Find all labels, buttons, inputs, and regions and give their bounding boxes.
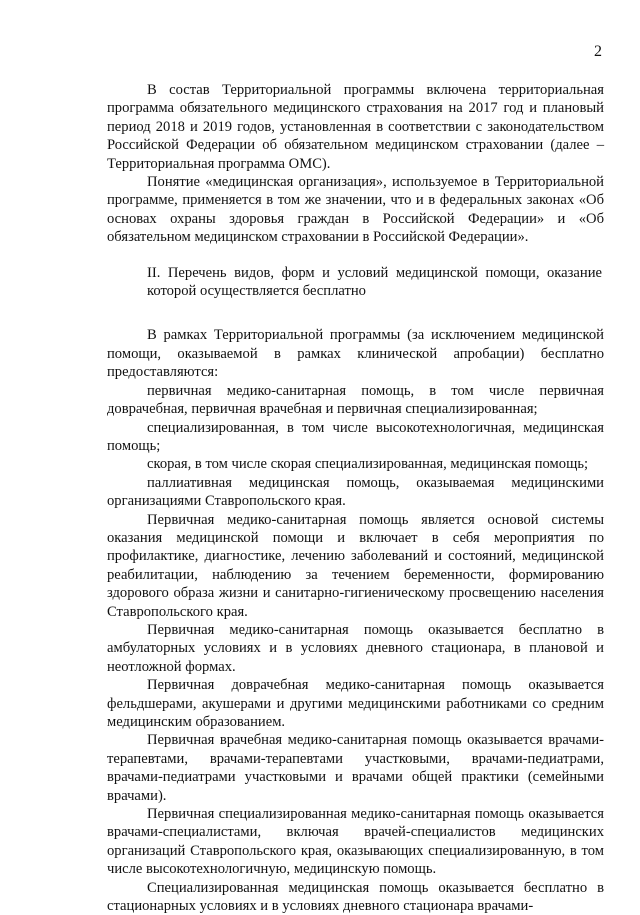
list-item-primary-care: первичная медико-санитарная помощь, в том числе первичная доврачебная, первичная врачебная и первичная специализированная; — [107, 382, 604, 418]
paragraph-primary-care-basis: Первичная медико-санитарная помощь является основой системы оказания медицинской помощи и включает в себя мероприятия по профилактике, диагностике, лечению заболеваний и состояний, медицинской реабилитации, наблюдению за течением беременности, формированию здорового образа жизни и санитарно-гигиеническому просвещению населения Ставропольского края. — [107, 511, 604, 620]
list-item-specialized-care: специализированная, в том числе высокотехнологичная, медицинская помощь; — [107, 419, 604, 454]
paragraph-free-care-intro: В рамках Территориальной программы (за исключением медицинской помощи, оказываемой в рамках клинической апробации) бесплатно предоставляются: — [107, 327, 604, 381]
paragraph-medical-organization-definition: Понятие «медицинская организация», используемое в Территориальной программе, применяется в том же значении, что и в федеральных законах «Об основах охраны здоровья граждан в Российской Федерации» и «Об обязательном медицинском страховании в Российской Федерации». — [107, 174, 604, 246]
paragraph-specialized-care: Специализированная медицинская помощь оказывается бесплатно в стационарных условиях и в условиях дневного стационара врачами- — [107, 879, 604, 915]
paragraph-physician-care: Первичная врачебная медико-санитарная помощь оказывается врачами-терапевтами, врачами-терапевтами участковыми, врачами-педиатрами, врачами-педиатрами участковыми и врачами общей практики (семейными врачами). — [107, 732, 604, 804]
paragraph-specialized-primary-care: Первичная специализированная медико-санитарная помощь оказывается врачами-специалистами, включая врачей-специалистов медицинских организаций Ставропольского края, оказывающих специализированную, в том числе высокотехнологичную, медицинскую помощь. — [107, 806, 604, 878]
paragraph-territorial-program-oms: В состав Территориальной программы включена территориальная программа обязательного медицинского страхования на 2017 год и плановый период 2018 и 2019 годов, установленная в соответствии с законодательством Российской Федерации об обязательном медицинском страховании (далее – Территориальная программа ОМС). — [107, 82, 604, 172]
paragraph-primary-care-conditions: Первичная медико-санитарная помощь оказывается бесплатно в амбулаторных условиях и в условиях дневного стационара, в плановой и неотложной формах. — [107, 621, 604, 675]
section-heading: II. Перечень видов, форм и условий медицинской помощи, оказание которой осуществляется бесплатно — [147, 264, 602, 300]
list-item-palliative-care: паллиативная медицинская помощь, оказываемая медицинскими организациями Ставропольского края. — [107, 474, 604, 510]
paragraph-pre-physician-care: Первичная доврачебная медико-санитарная помощь оказывается фельдшерами, акушерами и другими медицинскими работниками со средним медицинским образованием. — [107, 677, 604, 730]
list-item-emergency-care: скорая, в том числе скорая специализированная, медицинская помощь; — [147, 456, 589, 473]
page-number: 2 — [594, 43, 602, 60]
document-body — [107, 81, 604, 915]
